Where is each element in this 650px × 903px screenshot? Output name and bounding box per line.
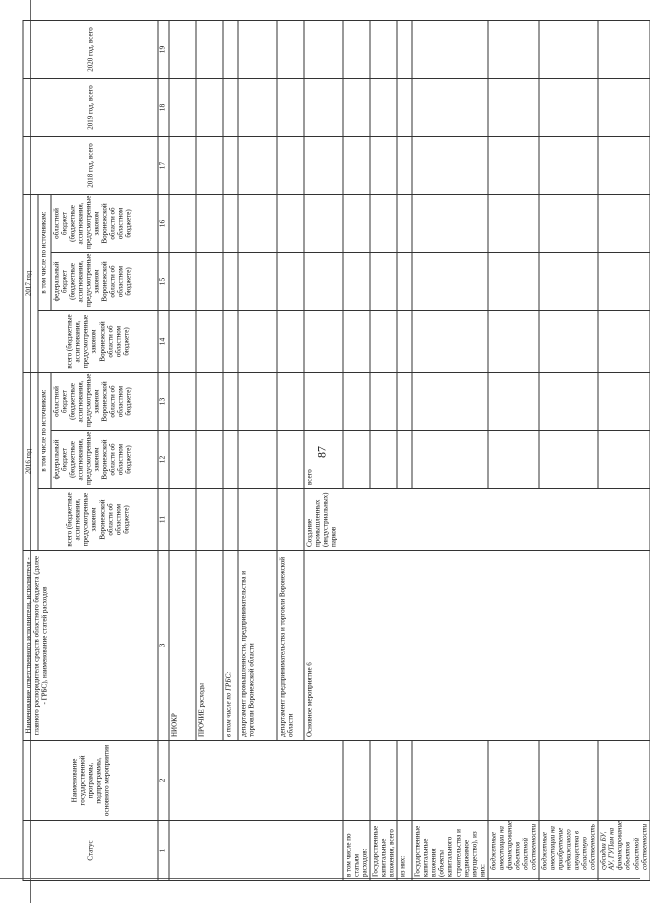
header-row-1 bbox=[23, 20, 38, 880]
header-by-sources-2016: в том числе по источникам: bbox=[38, 372, 51, 488]
table-row bbox=[488, 20, 539, 880]
table-row bbox=[539, 20, 598, 880]
header-federal-2017: федеральный бюджет (бюджетные ассигнования, предусмотренные законом Воронежской области об областном бюджете) bbox=[51, 252, 158, 310]
program-cell bbox=[169, 741, 343, 821]
table-row bbox=[598, 20, 649, 880]
row-label-vsego: всего bbox=[304, 431, 343, 489]
budget-table bbox=[23, 20, 650, 881]
col-number: 16 bbox=[158, 194, 169, 252]
col-number: 11 bbox=[158, 489, 169, 551]
row-label-dept-1: департамент промышленности, предпринимательства и торговли Воронежской области bbox=[238, 551, 277, 741]
col-number: 17 bbox=[158, 136, 169, 194]
row-label-budget-invest-2: бюджетные инвестиции на приобретение недвижимого имущества в областную собственность bbox=[539, 821, 598, 881]
col-number: 18 bbox=[158, 78, 169, 136]
status-main-activity-6: Основное мероприятие 6 bbox=[304, 551, 650, 741]
page-number-text: 87 bbox=[314, 446, 329, 458]
table-row bbox=[412, 20, 487, 880]
column-number-row bbox=[158, 20, 169, 880]
budget-table-sheet bbox=[23, 21, 649, 881]
col-number: 19 bbox=[158, 20, 169, 78]
header-regional-2017: областной бюджет (бюджетные ассигнования, предусмотренные законом Воронежской области об областном бюджете) bbox=[51, 194, 158, 252]
header-responsible: Наименование ответственного исполнителя, исполнителя - главного распорядителя средств областного бюджета (далее - ГРБС), наименование статей расходов bbox=[23, 551, 158, 741]
row-label-niokr: НИОКР bbox=[169, 551, 196, 741]
header-year-2016: 2016 год bbox=[23, 372, 38, 550]
col-number: 2 bbox=[158, 741, 169, 821]
row-label-capital-total: Государственные капитальные вложения, всего bbox=[370, 821, 397, 881]
table-row bbox=[370, 20, 397, 880]
header-total-2016: всего (бюджетные ассигнования, предусмотренные законом Воронежской области об областном бюджете) bbox=[38, 489, 158, 551]
col-number: 1 bbox=[158, 821, 169, 881]
row-label-capital-objects: Государственные капитальные вложения (объекты капитального строительства и недвижимое имущество), из них: bbox=[412, 821, 487, 881]
row-label-by-articles: в том числе по статьям расходов: bbox=[343, 821, 370, 881]
table-row bbox=[343, 20, 370, 880]
row-label-budget-invest-1: бюджетные инвестиции на финансирование объектов областной собственности bbox=[488, 821, 539, 881]
col-number: 14 bbox=[158, 310, 169, 372]
header-year-2017: 2017 год bbox=[23, 194, 38, 372]
header-total-2018: 2018 год, всего bbox=[23, 136, 158, 194]
header-federal-2016: федеральный бюджет (бюджетные ассигнования, предусмотренные законом Воронежской области об областном бюджете) bbox=[51, 431, 158, 489]
header-total-2019: 2019 год, всего bbox=[23, 78, 158, 136]
col-number: 12 bbox=[158, 431, 169, 489]
header-status: Статус bbox=[23, 821, 158, 881]
col-number: 13 bbox=[158, 372, 169, 430]
col-number: 15 bbox=[158, 252, 169, 310]
row-label-prochie: ПРОЧИЕ расходы bbox=[196, 551, 223, 741]
program-industrial-parks: Создание промышленных (индустриальных) парков bbox=[304, 489, 650, 551]
header-program-name: Наименование государственной программы, подпрограммы, основного мероприятия bbox=[23, 741, 158, 821]
row-label-subsidy: субсидии БУ, АУ, ГУПам на финансирование объектов областной собственности bbox=[598, 821, 649, 881]
table-row bbox=[169, 20, 196, 880]
row-label-in-grbs: в том числе по ГРБС: bbox=[223, 551, 238, 741]
header-by-sources-2017: в том числе по источникам: bbox=[38, 194, 51, 310]
row-label-dept-2: департамент предпринимательства и торговли Воронежской области bbox=[277, 551, 304, 741]
status-cell bbox=[169, 821, 343, 881]
header-regional-2016: областной бюджет (бюджетные ассигнования, предусмотренные законом Воронежской области об областном бюджете) bbox=[51, 372, 158, 430]
header-total-2017: всего (бюджетные ассигнования, предусмотренные законом Воронежской области об областном бюджете) bbox=[38, 310, 158, 372]
col-number: 3 bbox=[158, 551, 169, 741]
table-row bbox=[397, 20, 412, 880]
header-total-2020: 2020 год, всего bbox=[23, 20, 158, 78]
row-label-of-them: из них: bbox=[397, 821, 412, 881]
